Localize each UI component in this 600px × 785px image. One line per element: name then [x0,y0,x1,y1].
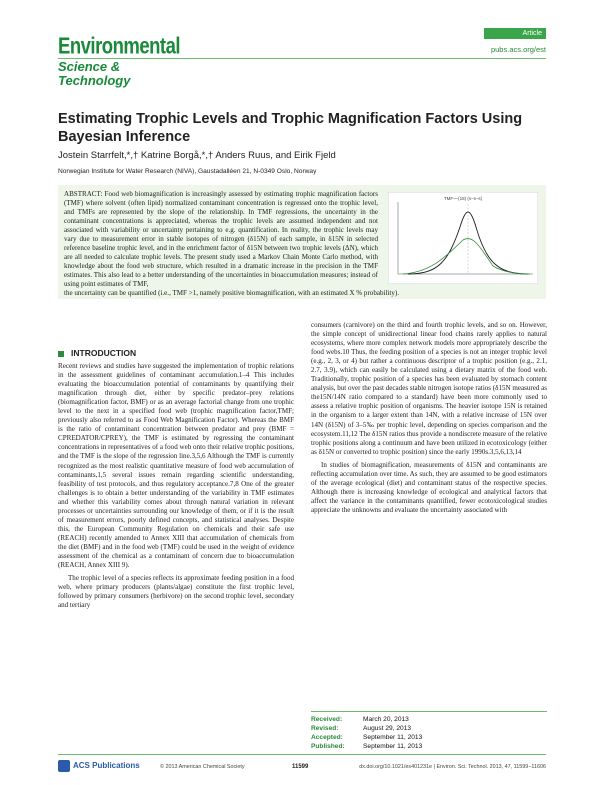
history-key: Accepted: [311,734,343,741]
header-divider [58,58,546,59]
section-heading-introduction [58,348,136,358]
copyright-notice: © 2013 American Chemical Society [160,764,245,770]
history-row [311,733,547,742]
footer-divider [58,754,546,755]
section-heading-label: INTRODUCTION [71,348,137,358]
acs-hexagon-icon [58,760,70,772]
paragraph: consumers (carnivore) on the third and fourth trophic levels, and so on. However, the simple concept of unidirectional linear food chains rarely applies to natural ecosystems, where more complex network models more appropriately describe the food webs.10 Thus, the feeding position of a species is not an integer trophic level (e.g., 2, 3, or 4) but rather a continuous descriptor of a trophic position (e.g., 2.1, 2.7, 3.9), which can easily be calculated using a dietary matrix of the food web. Traditionally, trophic position of a species has been evaluated by stomach content analysis, but over the past decades stable nitrogen isotope ratios (δ15N measured as the15N/14N ratio compared to a standard) have been more commonly used to assess a relative trophic position of organisms. The heavier isotope 15N is retained in the organism to a larger extent than 14N, with a relative increase of 15N over 14N (δ15N) of 3–5‰ per trophic level, depending on species comparison and the ecosystem.11,12 The δ15N ratios thus provide a nondiscrete measure of the relative trophic positions along a continuum and have been utilized in ecotoxicology (either as δ15N or converted to trophic position) since the early 1990s.3,5,6,13,14 [311,321,547,456]
affiliation: Norwegian Institute for Water Research (NIVA), Gaustadalléen 21, N-0349 Oslo, Norway [58,168,317,175]
plot-label: TMF––(18) (s–s–s) [443,196,483,201]
publisher-logo[interactable] [58,760,140,772]
page-number: 11599 [292,764,309,770]
history-value: March 20, 2013 [363,716,409,723]
paragraph: In studies of biomagnification, measurements of δ15N and contaminants are reflecting accumulation over time. As such, they are assumed to be good estimators of the average ecological (diet) and contaminant status of the respective species. Although there is increasing knowledge of ecological and analytical factors that affect the variance in the contaminants quantified, fewer ecotoxicological studies appreciate the unknowns and evaluate the uncertainty associated with [311,460,547,514]
author-list: Jostein Starrfelt,*,† Katrine Borgå,*,† Anders Ruus, and Eirik Fjeld [58,150,336,161]
history-key: Received: [311,716,343,723]
history-row [311,724,547,733]
logo-line1: Environmental [58,32,180,59]
history-row [311,742,547,751]
doi-citation[interactable]: dx.doi.org/10.1021/es401231e | Environ. Sci. Technol. 2013, 47, 11599−11606 [359,764,546,770]
history-value: September 11, 2013 [363,734,423,741]
article-title: Estimating Trophic Levels and Trophic Magnification Factors Using Bayesian Inference [58,111,523,145]
paragraph: The trophic level of a species reflects its approximate feeding position in a food web, where primary producers (plants/algae) constitute the first trophic level, followed by primary consumers (herbivore) on the second trophic level, secondary and tertiary [58,574,294,610]
history-key: Revised: [311,725,339,732]
history-value: August 29, 2013 [363,725,412,732]
section-marker-icon [58,351,64,357]
left-column [58,362,294,610]
article-history [311,715,547,751]
article-type-badge: Article [484,28,546,39]
toc-graphic-distribution-plot [388,192,538,284]
plot-frame [388,192,538,284]
abstract-text: ABSTRACT: Food web biomagnification is increasingly assessed by estimating trophic magnification factors (TMF) where solvent (often lipid) normalized contaminant concentration is regressed onto the trophic level, and TMFs are represented by the slope of the relationship. In TMF regressions, the uncertainty in the contaminant concentrations is appreciated, whereas the trophic levels are assumed independent and not associated with variability or uncertainty pertaining to e.g. quantification. In reality, the trophic levels may vary due to measurement error in stable isotopes of nitrogen (δ15N) of each sample, in δ15N in selected reference baseline trophic level, and in the enrichment factor of δ15N between two trophic levels (ΔN), which are all needed to calculate trophic levels. The present study used a Markov Chain Monte Carlo method, with knowledge about the food web structure, which resulted in a dramatic increase in the precision in the TMF estimates. This also lead to a better understanding of the uncertainties in bioaccumulation measures; instead of using point estimates of TMF, [64,190,378,289]
journal-url-link[interactable]: pubs.acs.org/est [490,45,546,54]
history-divider [311,711,547,712]
logo-line2: Science & Technology [58,59,131,88]
history-key: Published: [311,743,345,750]
history-row [311,715,547,724]
history-value: September 11, 2013 [363,743,423,750]
abstract-text-tail: the uncertainty can be quantified (i.e., TMF >1, namely positive biomagnification, with an estimated X % probability). [64,289,399,297]
right-column [311,321,547,515]
paragraph: Recent reviews and studies have suggested the implementation of trophic relations in the assessment guidelines of contaminant accumulation.1–4 This includes evaluating the bioaccumulation potential of contaminants by quantifying their magnification through diet, either by specific predator–prey relations (biomagnification factor, BMF) or as an average factorial change from one trophic level to the next in a specified food web (trophic magnification factor,TMF; previously also referred to as Food Web Magnification Factor). Whereas the BMF is the ratio of contaminant concentration between predator and prey (BMF = CPREDATOR/CPREY), the TMF is estimated by regressing the contaminant concentrations in representatives of a food web onto their relative trophic positions, and the TMF is the slope of the regression line.3,5,6 Although the TMF is currently recognized as the most realistic quantitative measure of food web accumulation of contaminants,1,5 several issues remain regarding scientific understanding, feasibility of test protocols, and thus regulatory acceptance.7,8 One of the greater challenges is to obtain a better understanding of the variability in TMF estimates and whether this variability comes about through natural variation in relevant processes or uncertainties surrounding our knowledge of them, or if it is the result of measurement errors, poorly defined concepts, and statistical analyses. Despite this, the European Community Regulation on chemicals and their safe use (REACH) recently amended to Annex XIII that accumulation of chemicals from the diet (BMF) and in the food web (TMF) could be used in the weight of evidence assessment of the chemical as a contaminant of concern due to bioaccumulation (REACH, Annex XIII 9). [58,362,294,570]
publisher-name: ACS Publications [73,761,140,771]
